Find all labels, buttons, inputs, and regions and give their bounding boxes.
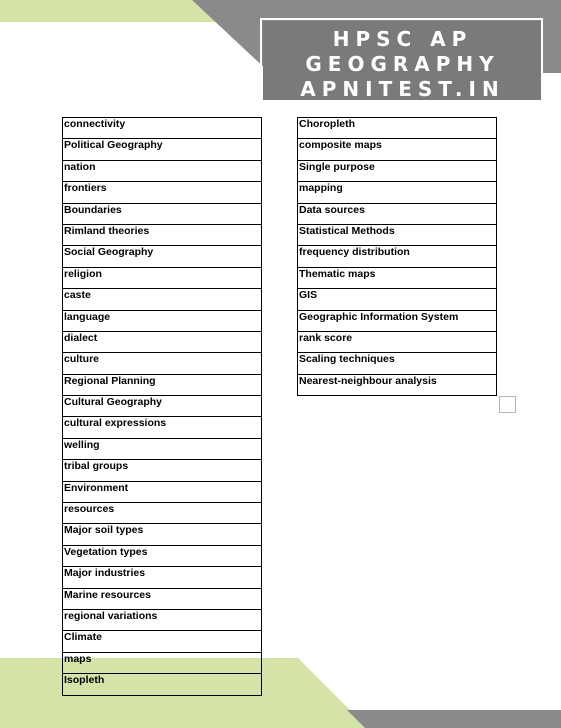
table-row	[63, 160, 262, 181]
table-row	[63, 545, 262, 566]
title-banner	[263, 21, 542, 101]
table-row	[63, 267, 262, 288]
keyword-cell: Political Geography	[63, 139, 262, 160]
keyword-cell: Thematic maps	[298, 267, 497, 288]
keyword-cell: Major soil types	[63, 524, 262, 545]
keyword-cell: nation	[63, 160, 262, 181]
table-row	[298, 246, 497, 267]
keyword-cell: regional variations	[63, 609, 262, 630]
keyword-cell: Vegetation types	[63, 545, 262, 566]
keyword-cell: GIS	[298, 289, 497, 310]
keyword-cell: culture	[63, 353, 262, 374]
table-row	[63, 203, 262, 224]
table-row	[63, 674, 262, 695]
table-row	[63, 631, 262, 652]
table-row	[63, 588, 262, 609]
table-row	[63, 396, 262, 417]
table-row	[63, 246, 262, 267]
keyword-cell: Nearest-neighbour analysis	[298, 374, 497, 395]
left-keyword-table	[62, 117, 262, 696]
keyword-cell: Environment	[63, 481, 262, 502]
table-row	[63, 374, 262, 395]
right-keyword-table	[297, 117, 497, 396]
table-row	[298, 160, 497, 181]
table-row	[298, 182, 497, 203]
keyword-cell: Scaling techniques	[298, 353, 497, 374]
table-row	[63, 289, 262, 310]
table-row	[63, 224, 262, 245]
table-row	[298, 331, 497, 352]
keyword-cell: dialect	[63, 331, 262, 352]
title-line-1: HPSC AP	[332, 27, 473, 51]
table-row	[63, 139, 262, 160]
keyword-cell: Major industries	[63, 567, 262, 588]
table-row	[298, 203, 497, 224]
table-row	[298, 267, 497, 288]
table-row	[63, 417, 262, 438]
keyword-cell: Regional Planning	[63, 374, 262, 395]
table-row	[298, 224, 497, 245]
keyword-cell: cultural expressions	[63, 417, 262, 438]
table-row	[63, 503, 262, 524]
keyword-cell: Single purpose	[298, 160, 497, 181]
keyword-cell: maps	[63, 652, 262, 673]
table-row	[63, 481, 262, 502]
keyword-cell: Isopleth	[63, 674, 262, 695]
keyword-cell: caste	[63, 289, 262, 310]
table-row	[63, 567, 262, 588]
table-row	[63, 310, 262, 331]
keyword-cell: composite maps	[298, 139, 497, 160]
table-row	[298, 374, 497, 395]
table-row	[63, 460, 262, 481]
empty-checkbox	[499, 396, 516, 413]
table-row	[63, 652, 262, 673]
keyword-cell: Boundaries	[63, 203, 262, 224]
keyword-cell: Rimland theories	[63, 224, 262, 245]
table-row	[298, 118, 497, 139]
keyword-cell: language	[63, 310, 262, 331]
table-row	[63, 353, 262, 374]
table-row	[298, 353, 497, 374]
keyword-cell: tribal groups	[63, 460, 262, 481]
keyword-cell: frontiers	[63, 182, 262, 203]
keyword-cell: Cultural Geography	[63, 396, 262, 417]
keyword-cell: connectivity	[63, 118, 262, 139]
keyword-cell: mapping	[298, 182, 497, 203]
keyword-cell: Data sources	[298, 203, 497, 224]
keyword-cell: Social Geography	[63, 246, 262, 267]
keyword-cell: Marine resources	[63, 588, 262, 609]
keyword-cell: rank score	[298, 331, 497, 352]
title-line-3: APNITEST.IN	[300, 77, 505, 101]
keyword-cell: Statistical Methods	[298, 224, 497, 245]
table-row	[63, 438, 262, 459]
table-row	[298, 310, 497, 331]
table-row	[63, 182, 262, 203]
bottom-gray-band	[347, 710, 561, 728]
table-row	[63, 118, 262, 139]
keyword-cell: Choropleth	[298, 118, 497, 139]
keyword-cell: resources	[63, 503, 262, 524]
keyword-cell: Climate	[63, 631, 262, 652]
table-row	[298, 139, 497, 160]
keyword-cell: frequency distribution	[298, 246, 497, 267]
keyword-cell: Geographic Information System	[298, 310, 497, 331]
keyword-cell: religion	[63, 267, 262, 288]
title-line-2: GEOGRAPHY	[305, 52, 500, 76]
table-row	[63, 524, 262, 545]
table-row	[63, 331, 262, 352]
table-row	[298, 289, 497, 310]
keyword-cell: welling	[63, 438, 262, 459]
table-row	[63, 609, 262, 630]
